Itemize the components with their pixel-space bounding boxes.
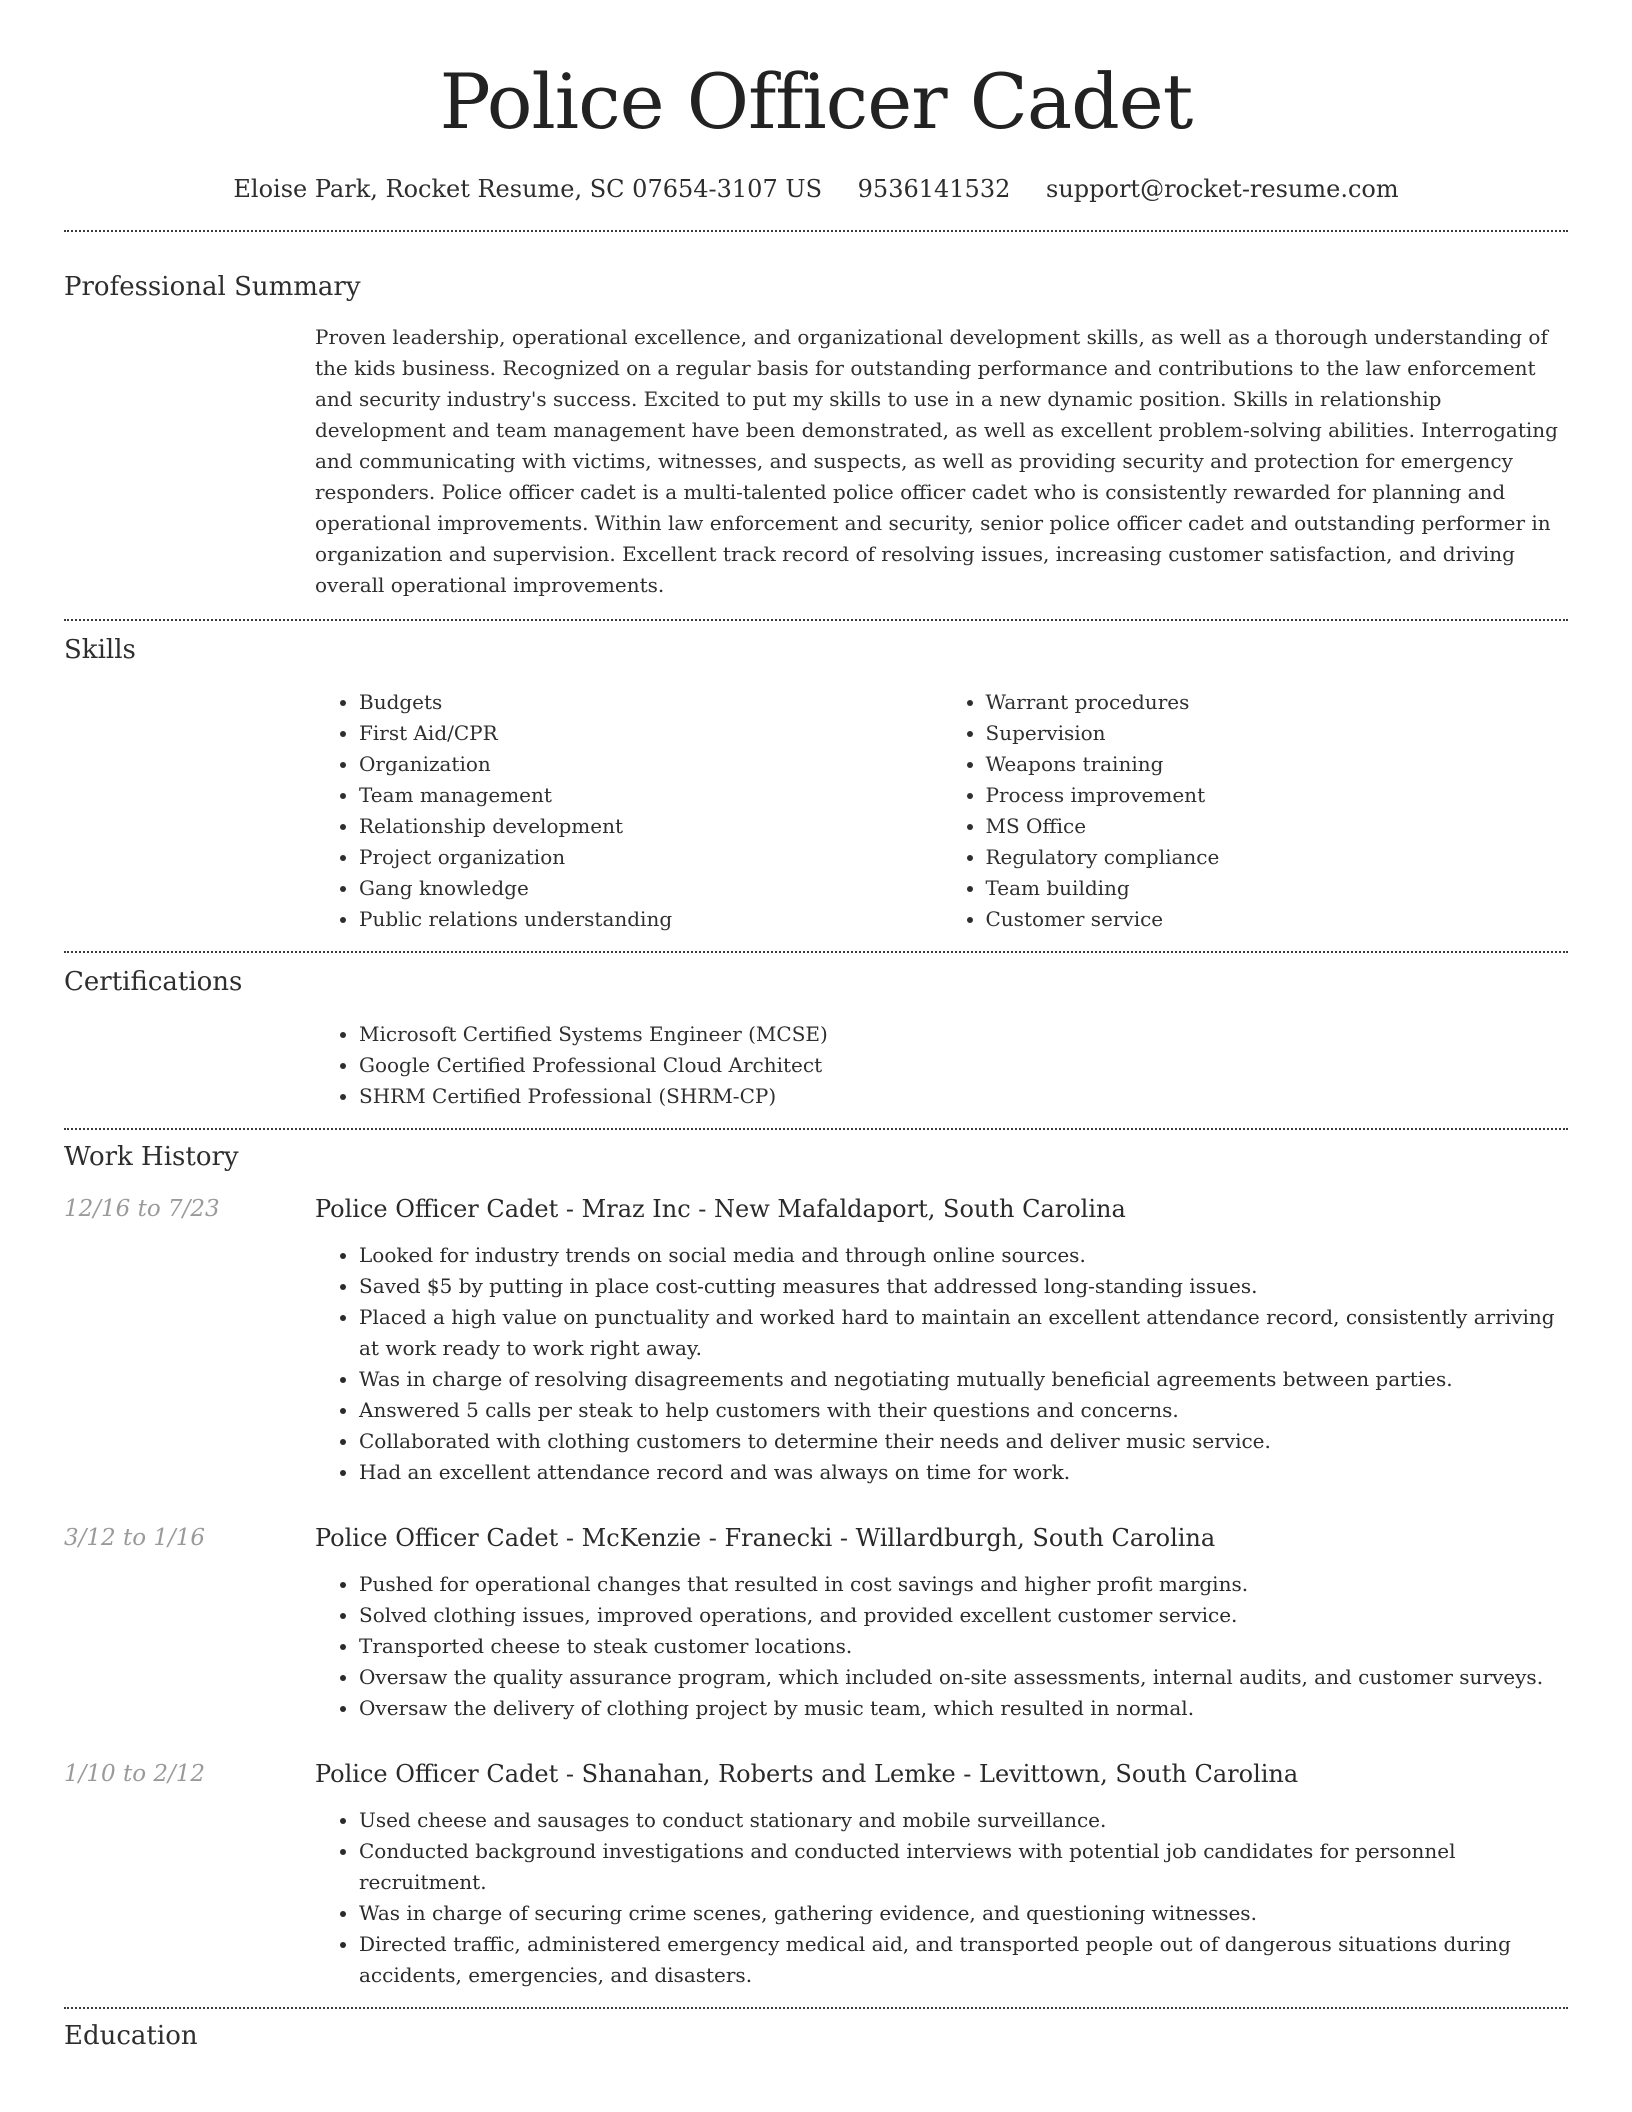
- certifications-list: [315, 1019, 1568, 1112]
- skill-item: • Weapons training: [986, 749, 1569, 780]
- job-bullet: • Solved clothing issues, improved operations, and provided excellent customer service.: [359, 1600, 1568, 1631]
- divider: [64, 951, 1568, 953]
- job-bullet: • Was in charge of securing crime scenes, gathering evidence, and questioning witnesses.: [359, 1898, 1568, 1929]
- skill-item: • Team management: [359, 780, 942, 811]
- skill-item: • Budgets: [359, 687, 942, 718]
- job-bullet: • Conducted background investigations and conducted interviews with potential job candidates for personnel recruitment.: [359, 1836, 1568, 1898]
- job-entry: [64, 1194, 1568, 1488]
- skill-item: • Project organization: [359, 842, 942, 873]
- job-body: [315, 1194, 1568, 1488]
- job-bullet: • Used cheese and sausages to conduct stationary and mobile surveillance.: [359, 1805, 1568, 1836]
- contact-email: support@rocket-resume.com: [1046, 175, 1399, 203]
- summary-content: [315, 322, 1568, 601]
- summary-heading: Professional Summary: [64, 272, 361, 302]
- certifications-heading: Certifications: [64, 967, 243, 997]
- job-bullet: • Transported cheese to steak customer locations.: [359, 1631, 1568, 1662]
- summary-section: [64, 270, 1568, 601]
- job-bullet: • Directed traffic, administered emergency medical aid, and transported people out of dangerous situations during accidents, emergencies, and disasters.: [359, 1929, 1568, 1991]
- job-bullets: [315, 1569, 1568, 1724]
- job-dates: 3/12 to 1/16: [64, 1525, 206, 1551]
- job-bullet: • Oversaw the quality assurance program, which included on-site assessments, internal audits, and customer surveys.: [359, 1662, 1568, 1693]
- skill-item: • Team building: [986, 873, 1569, 904]
- divider: [64, 230, 1568, 232]
- skill-item: • Public relations understanding: [359, 904, 942, 935]
- skill-item: • First Aid/CPR: [359, 718, 942, 749]
- skill-item: • Gang knowledge: [359, 873, 942, 904]
- divider: [64, 1128, 1568, 1130]
- work-history-section: [64, 1140, 1568, 1991]
- skill-item: • Organization: [359, 749, 942, 780]
- job-bullet: • Collaborated with clothing customers to determine their needs and deliver music service.: [359, 1426, 1568, 1457]
- contact-line: [64, 172, 1568, 206]
- contact-address: Eloise Park, Rocket Resume, SC 07654-3107 US: [233, 175, 823, 203]
- skill-item: • Process improvement: [986, 780, 1569, 811]
- job-bullets: [315, 1805, 1568, 1991]
- skills-list-right: [942, 687, 1569, 935]
- skill-item: • Relationship development: [359, 811, 942, 842]
- certification-item: • Google Certified Professional Cloud Architect: [359, 1050, 1568, 1081]
- job-bullet: • Looked for industry trends on social media and through online sources.: [359, 1240, 1568, 1271]
- contact-phone: 9536141532: [857, 175, 1011, 203]
- job-entry: [64, 1523, 1568, 1724]
- job-bullet: • Pushed for operational changes that resulted in cost savings and higher profit margins.: [359, 1569, 1568, 1600]
- job-entry: [64, 1759, 1568, 1991]
- job-title: Police Officer Cadet - Mraz Inc - New Mafaldaport, South Carolina: [315, 1195, 1126, 1223]
- certification-item: • SHRM Certified Professional (SHRM-CP): [359, 1081, 1568, 1112]
- education-heading: Education: [64, 2021, 198, 2051]
- job-bullet: • Placed a high value on punctuality and worked hard to maintain an excellent attendance record, consistently arriving at work ready to work right away.: [359, 1302, 1568, 1364]
- divider: [64, 619, 1568, 621]
- summary-text: Proven leadership, operational excellence, and organizational development skills, as well as a thorough understanding of the kids business. Recognized on a regular basis for outstanding performance and contributions to the law enforcement and security industry's success. Excited to put my skills to use in a new dynamic position. Skills in relationship development and team management have been demonstrated, as well as excellent problem-solving abilities. Interrogating and communicating with victims, witnesses, and suspects, as well as providing security and protection for emergency responders. Police officer cadet is a multi-talented police officer cadet who is consistently rewarded for planning and operational improvements. Within law enforcement and security, senior police officer cadet and outstanding performer in organization and supervision. Excellent track record of resolving issues, increasing customer satisfaction, and driving overall operational improvements.: [315, 325, 1558, 597]
- skills-columns: [315, 687, 1568, 935]
- job-title: Police Officer Cadet - McKenzie - Franecki - Willardburgh, South Carolina: [315, 1524, 1216, 1552]
- job-body: [315, 1759, 1568, 1991]
- resume-page: [64, 0, 1568, 2053]
- certifications-section: [64, 965, 1568, 1112]
- certification-item: • Microsoft Certified Systems Engineer (MCSE): [359, 1019, 1568, 1050]
- certifications-content: [315, 1019, 1568, 1112]
- job-dates: 12/16 to 7/23: [64, 1196, 220, 1222]
- job-bullet: • Oversaw the delivery of clothing project by music team, which resulted in normal.: [359, 1693, 1568, 1724]
- job-bullets: [315, 1240, 1568, 1488]
- skill-item: • Supervision: [986, 718, 1569, 749]
- job-bullet: • Saved $5 by putting in place cost-cutting measures that addressed long-standing issues.: [359, 1271, 1568, 1302]
- job-bullet: • Had an excellent attendance record and was always on time for work.: [359, 1457, 1568, 1488]
- resume-title: Police Officer Cadet: [439, 57, 1193, 146]
- skill-item: • MS Office: [986, 811, 1569, 842]
- education-section: [64, 2019, 1568, 2053]
- job-bullet: • Was in charge of resolving disagreements and negotiating mutually beneficial agreements between parties.: [359, 1364, 1568, 1395]
- job-body: [315, 1523, 1568, 1724]
- skills-section: [64, 633, 1568, 935]
- job-dates: 1/10 to 2/12: [64, 1761, 206, 1787]
- skills-heading: Skills: [64, 635, 136, 665]
- divider: [64, 2007, 1568, 2009]
- work-history-heading: Work History: [64, 1142, 239, 1172]
- skill-item: • Customer service: [986, 904, 1569, 935]
- skill-item: • Regulatory compliance: [986, 842, 1569, 873]
- skill-item: • Warrant procedures: [986, 687, 1569, 718]
- job-bullet: • Answered 5 calls per steak to help customers with their questions and concerns.: [359, 1395, 1568, 1426]
- skills-list-left: [315, 687, 942, 935]
- job-title: Police Officer Cadet - Shanahan, Roberts and Lemke - Levittown, South Carolina: [315, 1760, 1299, 1788]
